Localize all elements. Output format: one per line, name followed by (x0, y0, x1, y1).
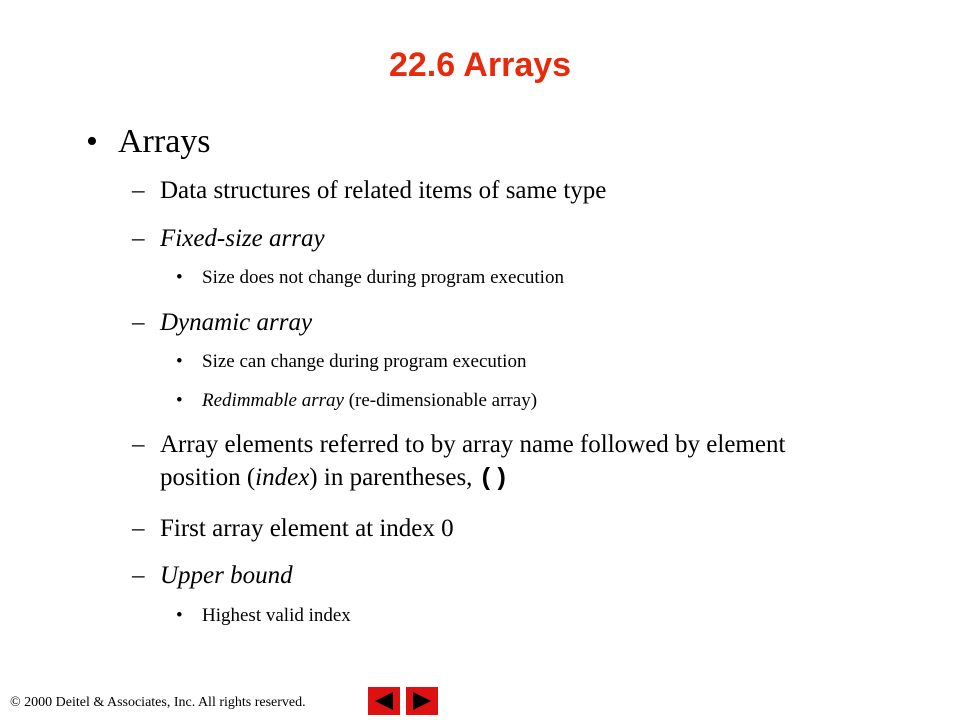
redimmable-array-term: Redimmable array (202, 390, 344, 411)
copyright-footer: © 2000 Deitel & Associates, Inc. All rights reserved. (10, 695, 306, 710)
item-upper-bound (132, 559, 922, 592)
main-bullet-text: Arrays (118, 123, 211, 160)
item-elements-part2: ) in parentheses, (309, 464, 479, 491)
item-elements (132, 428, 862, 495)
item-upper-bound-sub-text: Highest valid index (202, 605, 351, 626)
parentheses-code: () (478, 464, 509, 493)
item-dynamic (132, 306, 922, 339)
dash-mark: – (132, 225, 145, 252)
item-upper-bound-text: Upper bound (160, 562, 293, 589)
item-fixed-size-sub (176, 265, 564, 291)
item-fixed-size (132, 222, 922, 255)
bullet-mark: • (176, 605, 183, 626)
dash-mark: – (132, 562, 145, 589)
item-data-structures-text: Data structures of related items of same type (160, 177, 607, 204)
item-dynamic-sub1 (176, 349, 526, 375)
bullet-mark: • (176, 351, 183, 372)
dash-mark: – (132, 177, 145, 204)
bullet-mark: • (86, 123, 98, 160)
item-dynamic-sub1-text: Size can change during program execution (202, 351, 527, 372)
slide-title: 22.6 Arrays (388, 46, 572, 84)
item-fixed-size-text: Fixed-size array (160, 225, 325, 252)
previous-slide-button[interactable] (368, 687, 400, 715)
next-slide-button[interactable] (406, 687, 438, 715)
item-dynamic-sub2-rest: (re-dimensionable array) (343, 390, 538, 411)
item-upper-bound-sub (176, 603, 351, 629)
item-dynamic-text: Dynamic array (160, 309, 313, 336)
dash-mark: – (132, 309, 145, 336)
item-fixed-size-sub-text: Size does not change during program execution (202, 267, 564, 288)
item-first-element (132, 512, 922, 545)
bullet-mark: • (176, 390, 183, 411)
index-term: index (255, 464, 310, 491)
item-dynamic-sub2 (176, 388, 537, 414)
dash-mark: – (132, 515, 145, 542)
item-first-element-text: First array element at index 0 (160, 515, 454, 542)
item-data-structures (132, 174, 922, 207)
item-elements-text (132, 428, 862, 495)
item-elements-part1: Array elements referred to by array name followed by element position ( (160, 431, 786, 491)
bullet-mark: • (176, 267, 183, 288)
dash-mark: – (132, 431, 145, 458)
main-bullet (86, 122, 211, 162)
